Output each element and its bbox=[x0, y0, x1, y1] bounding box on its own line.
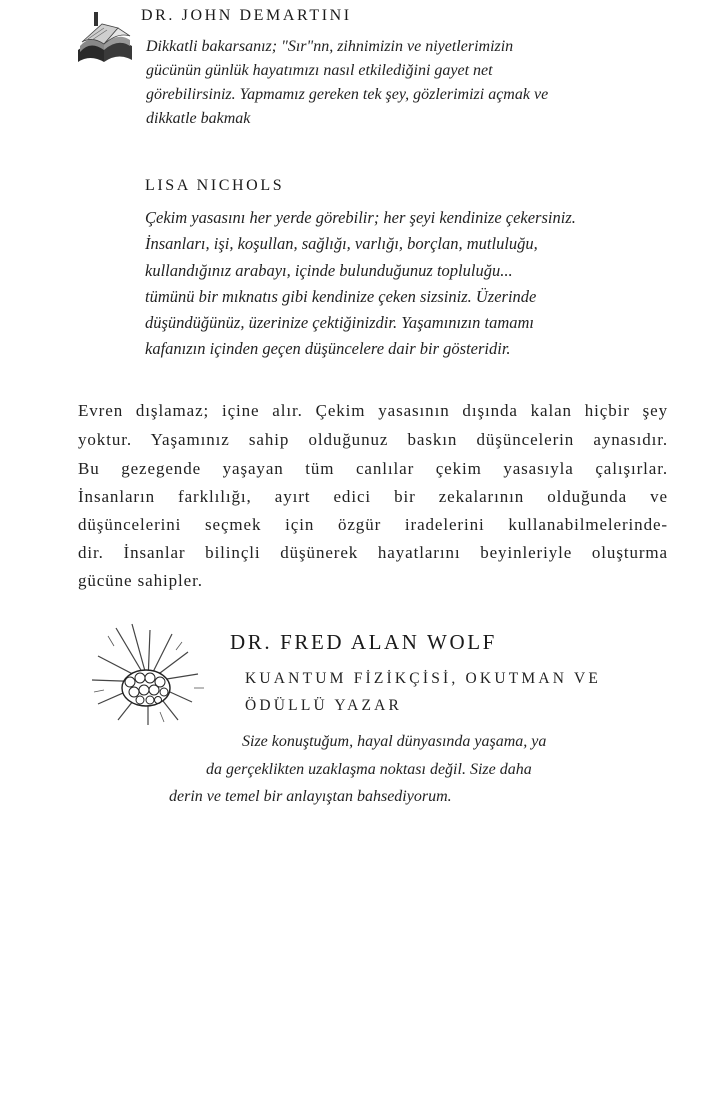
wolf-title-line: ÖDÜLLÜ YAZAR bbox=[245, 697, 403, 714]
demartini-line: dikkatle bakmak bbox=[146, 110, 251, 127]
body-line: Evren dışlamaz; içine alır. Çekim yasasının dışında kalan hiçbir şey bbox=[78, 401, 668, 420]
body-line: düşüncelerini seçmek için özgür iradelerini kullanabilmelerinde- bbox=[78, 515, 668, 534]
wolf-quote-line: Size konuştuğum, hayal dünyasında yaşama, ya bbox=[242, 733, 547, 750]
nichols-line: kullandığınız arabayı, içinde bulunduğunuz topluluğu... bbox=[145, 260, 513, 280]
nichols-line: İnsanları, işi, koşullan, sağlığı, varlığı, borçlan, mutluluğu, bbox=[145, 234, 538, 254]
body-line: yoktur. Yaşamınız sahip olduğunuz baskın düşüncelerin aynasıdır. bbox=[78, 430, 668, 449]
body-line: dir. İnsanlar bilinçli düşünerek hayatlarını beyinleriyle oluşturma bbox=[78, 543, 668, 562]
nichols-line: kafanızın içinden geçen düşüncelere dair bir gösteridir. bbox=[145, 339, 511, 359]
open-book-icon bbox=[74, 10, 134, 66]
demartini-name: DR. JOHN DEMARTINI bbox=[141, 7, 352, 24]
nichols-line: tümünü bir mıknatıs gibi kendinize çeken sizsiniz. Üzerinde bbox=[145, 286, 537, 306]
demartini-line: gücünün günlük hayatımızı nasıl etkilediğini gayet net bbox=[146, 62, 493, 79]
wolf-quote-line: derin ve temel bir anlayıştan bahsediyorum. bbox=[169, 788, 452, 805]
nichols-line: düşündüğünüz, üzerinize çektiğinizdir. Yaşamınızın tamamı bbox=[145, 313, 534, 333]
demartini-quote bbox=[146, 35, 548, 131]
body-line: Bu gezegende yaşayan tüm canlılar çekim yasasıyla çalışırlar. bbox=[78, 459, 668, 478]
body-line: İnsanların farklılığı, ayırt edici bir zekalarının olduğunda ve bbox=[78, 487, 668, 506]
wolf-name: DR. FRED ALAN WOLF bbox=[230, 630, 497, 654]
demartini-line: görebilirsiniz. Yapmamız gereken tek şey, gözlerimizi açmak ve bbox=[146, 86, 549, 103]
nichols-quote bbox=[145, 205, 576, 363]
nichols-line: Çekim yasasını her yerde görebilir; her şeyi kendinize çekersiniz. bbox=[145, 208, 576, 227]
brain-burst-icon bbox=[88, 622, 218, 727]
demartini-line: Dikkatli bakarsanız; "Sır"nn, zihnimizin ve niyetlerimizin bbox=[146, 38, 514, 55]
nichols-name: LISA NICHOLS bbox=[145, 177, 285, 194]
body-line: gücüne sahipler. bbox=[78, 571, 203, 590]
wolf-title-line: KUANTUM FİZİKÇİSİ, OKUTMAN VE bbox=[245, 670, 602, 687]
wolf-quote-line: da gerçeklikten uzaklaşma noktası değil. Size daha bbox=[206, 761, 532, 778]
